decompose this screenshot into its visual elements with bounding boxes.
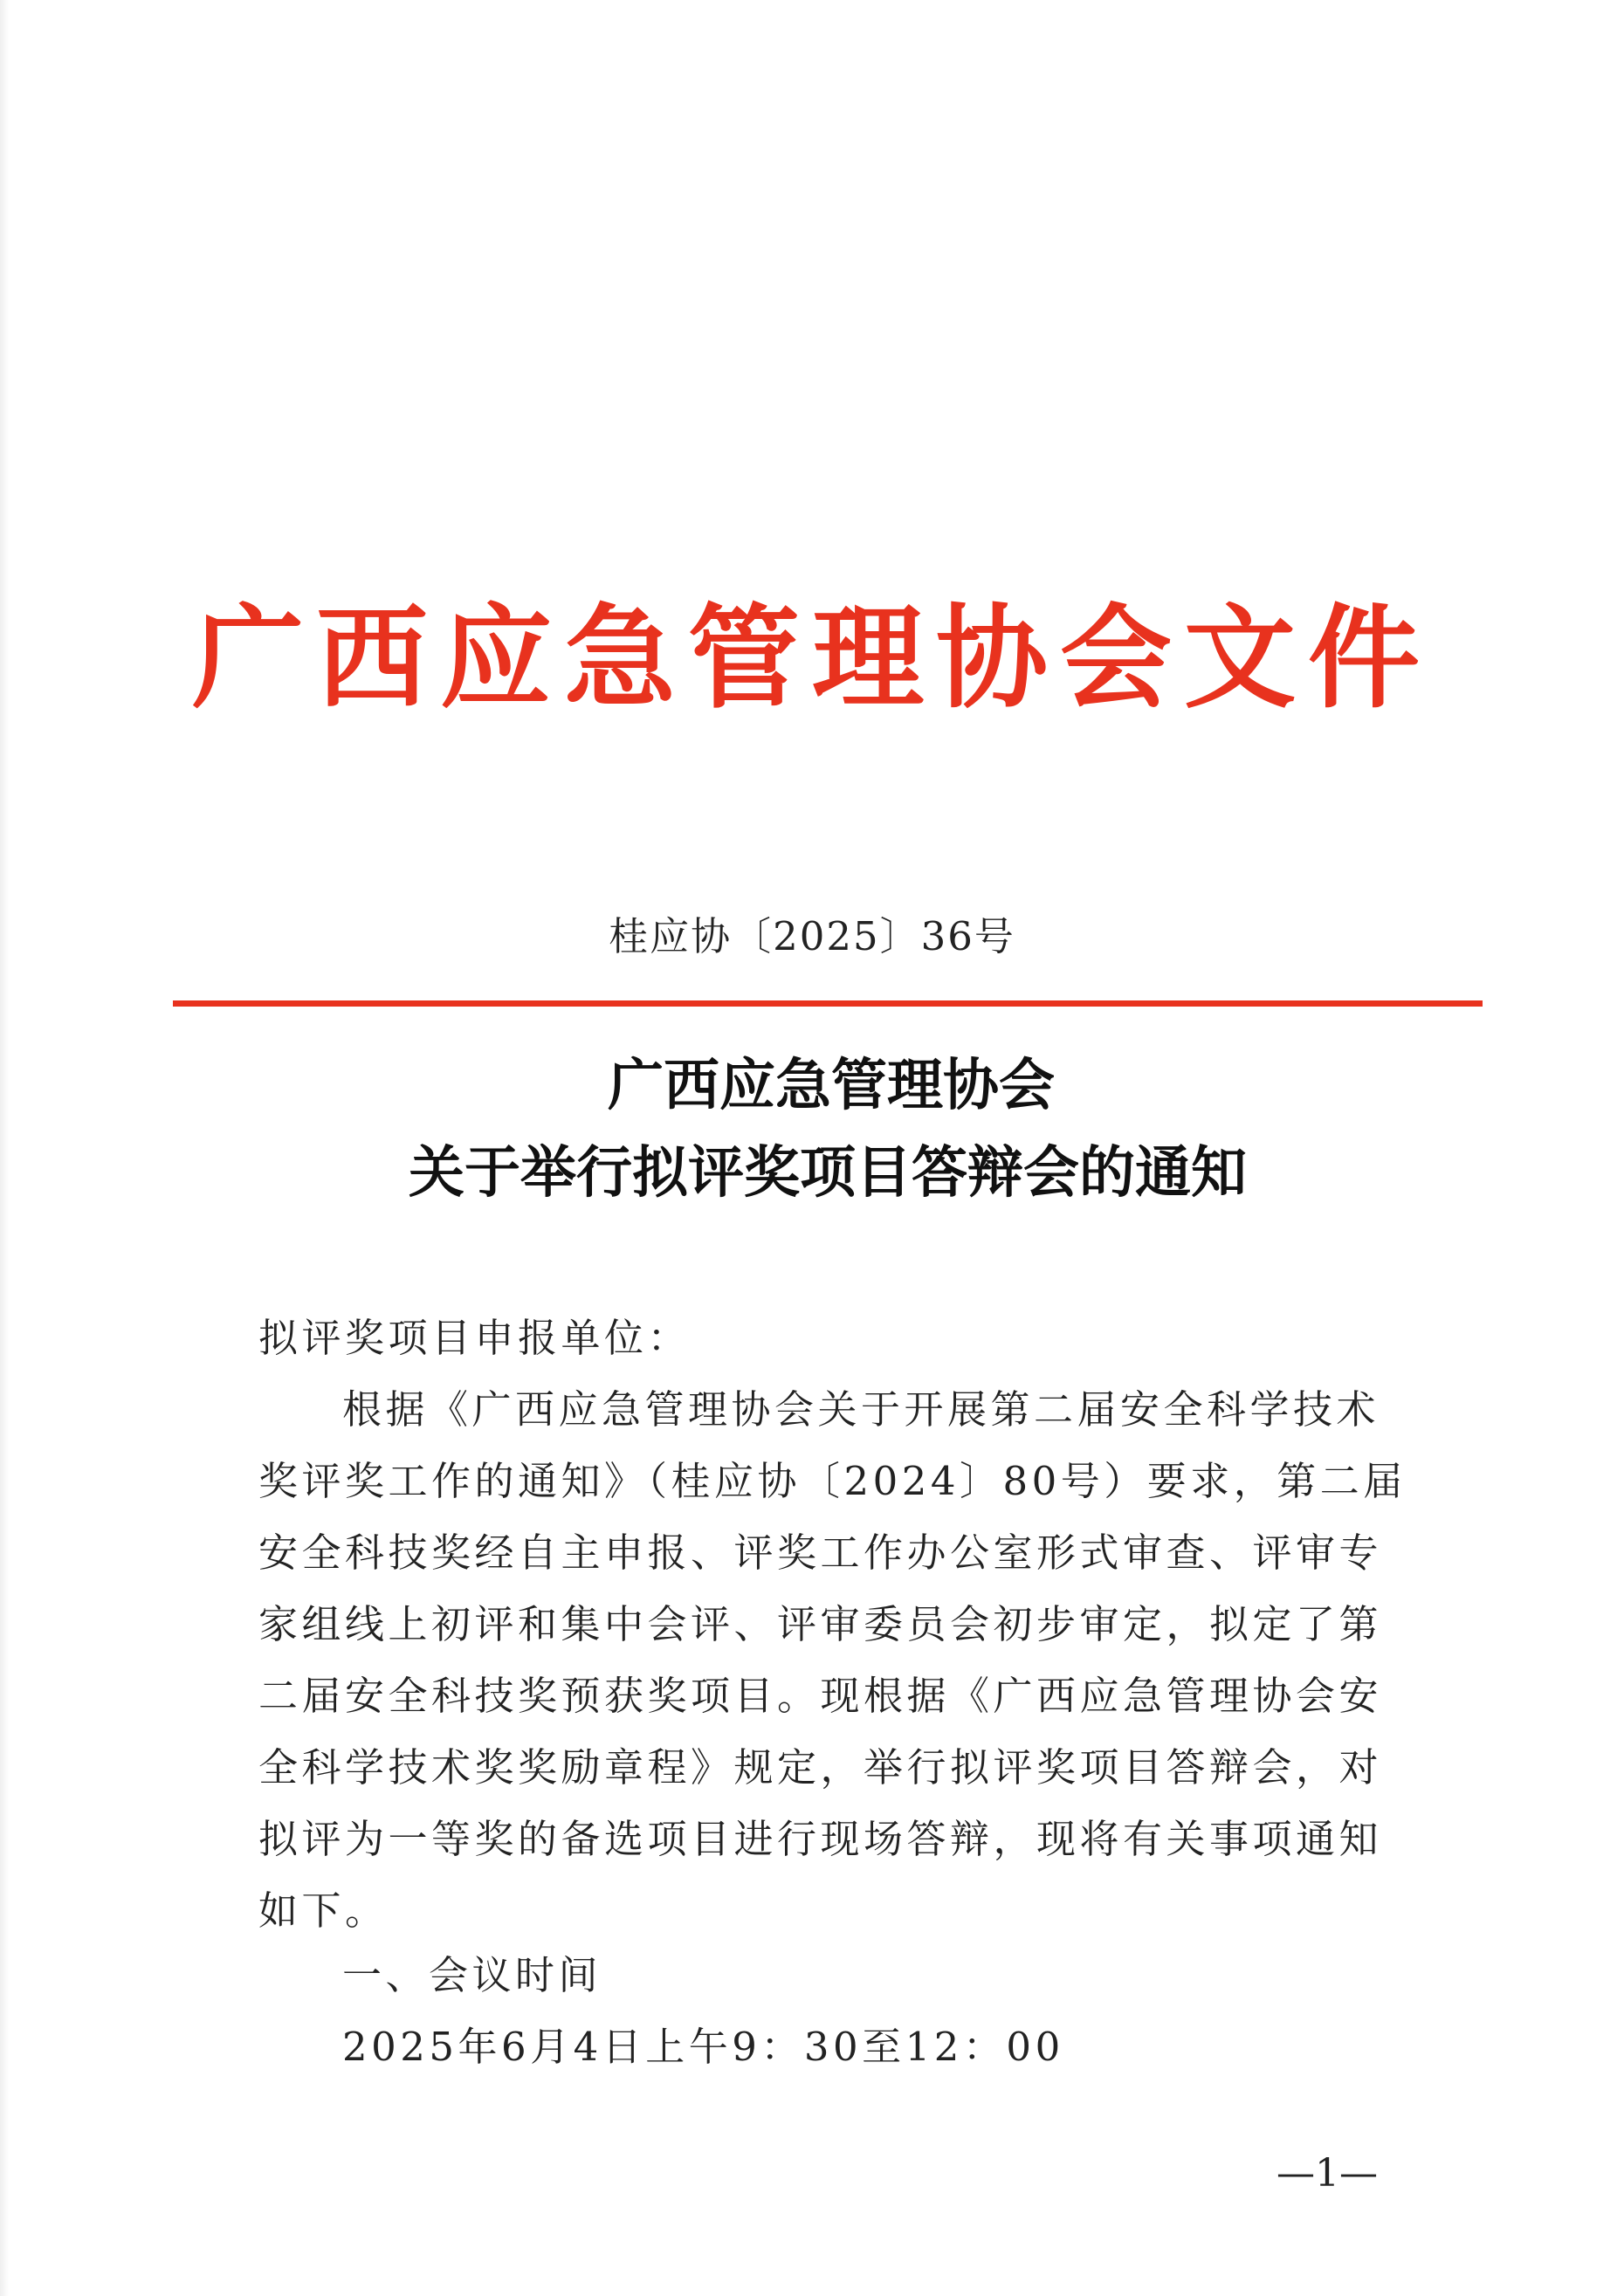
page-number: —1— bbox=[1276, 2151, 1378, 2196]
paragraph-line: 拟评为一等奖的备选项目进行现场答辩，现将有关事项通知 bbox=[258, 1816, 1383, 1862]
paragraph-line: 如下。 bbox=[258, 1887, 389, 1934]
document-number: 桂应协〔2025〕36号 bbox=[609, 913, 1015, 959]
paragraph-line: 全科学技术奖奖励章程》规定，举行拟评奖项目答辩会，对 bbox=[258, 1744, 1383, 1791]
paragraph-line: 奖评奖工作的通知》（桂应协〔2024〕80号）要求，第二届 bbox=[258, 1458, 1407, 1504]
notice-title-line1: 广西应急管理协会 bbox=[608, 1054, 1055, 1118]
masthead-title: 广西应急管理协会文件 bbox=[191, 593, 1432, 724]
paragraph-line: 根据《广西应急管理协会关于开展第二届安全科学技术 bbox=[342, 1386, 1380, 1433]
paragraph-line: 安全科技奖经自主申报、评奖工作办公室形式审查、评审专 bbox=[258, 1530, 1383, 1576]
paragraph-line: 家组线上初评和集中会评、评审委员会初步审定，拟定了第 bbox=[258, 1601, 1383, 1647]
paragraph-line: 二届安全科技奖预获奖项目。现根据《广西应急管理协会安 bbox=[258, 1673, 1383, 1719]
red-divider-line bbox=[173, 1000, 1483, 1007]
notice-title-line2: 关于举行拟评奖项目答辩会的通知 bbox=[409, 1141, 1247, 1206]
section-heading-meeting-time: 一、会议时间 bbox=[342, 1952, 602, 1998]
scan-edge bbox=[0, 0, 9, 2296]
meeting-time-value: 2025年6月4日上午9：30至12：00 bbox=[342, 2024, 1064, 2070]
salutation: 拟评奖项目申报单位： bbox=[258, 1315, 692, 1361]
